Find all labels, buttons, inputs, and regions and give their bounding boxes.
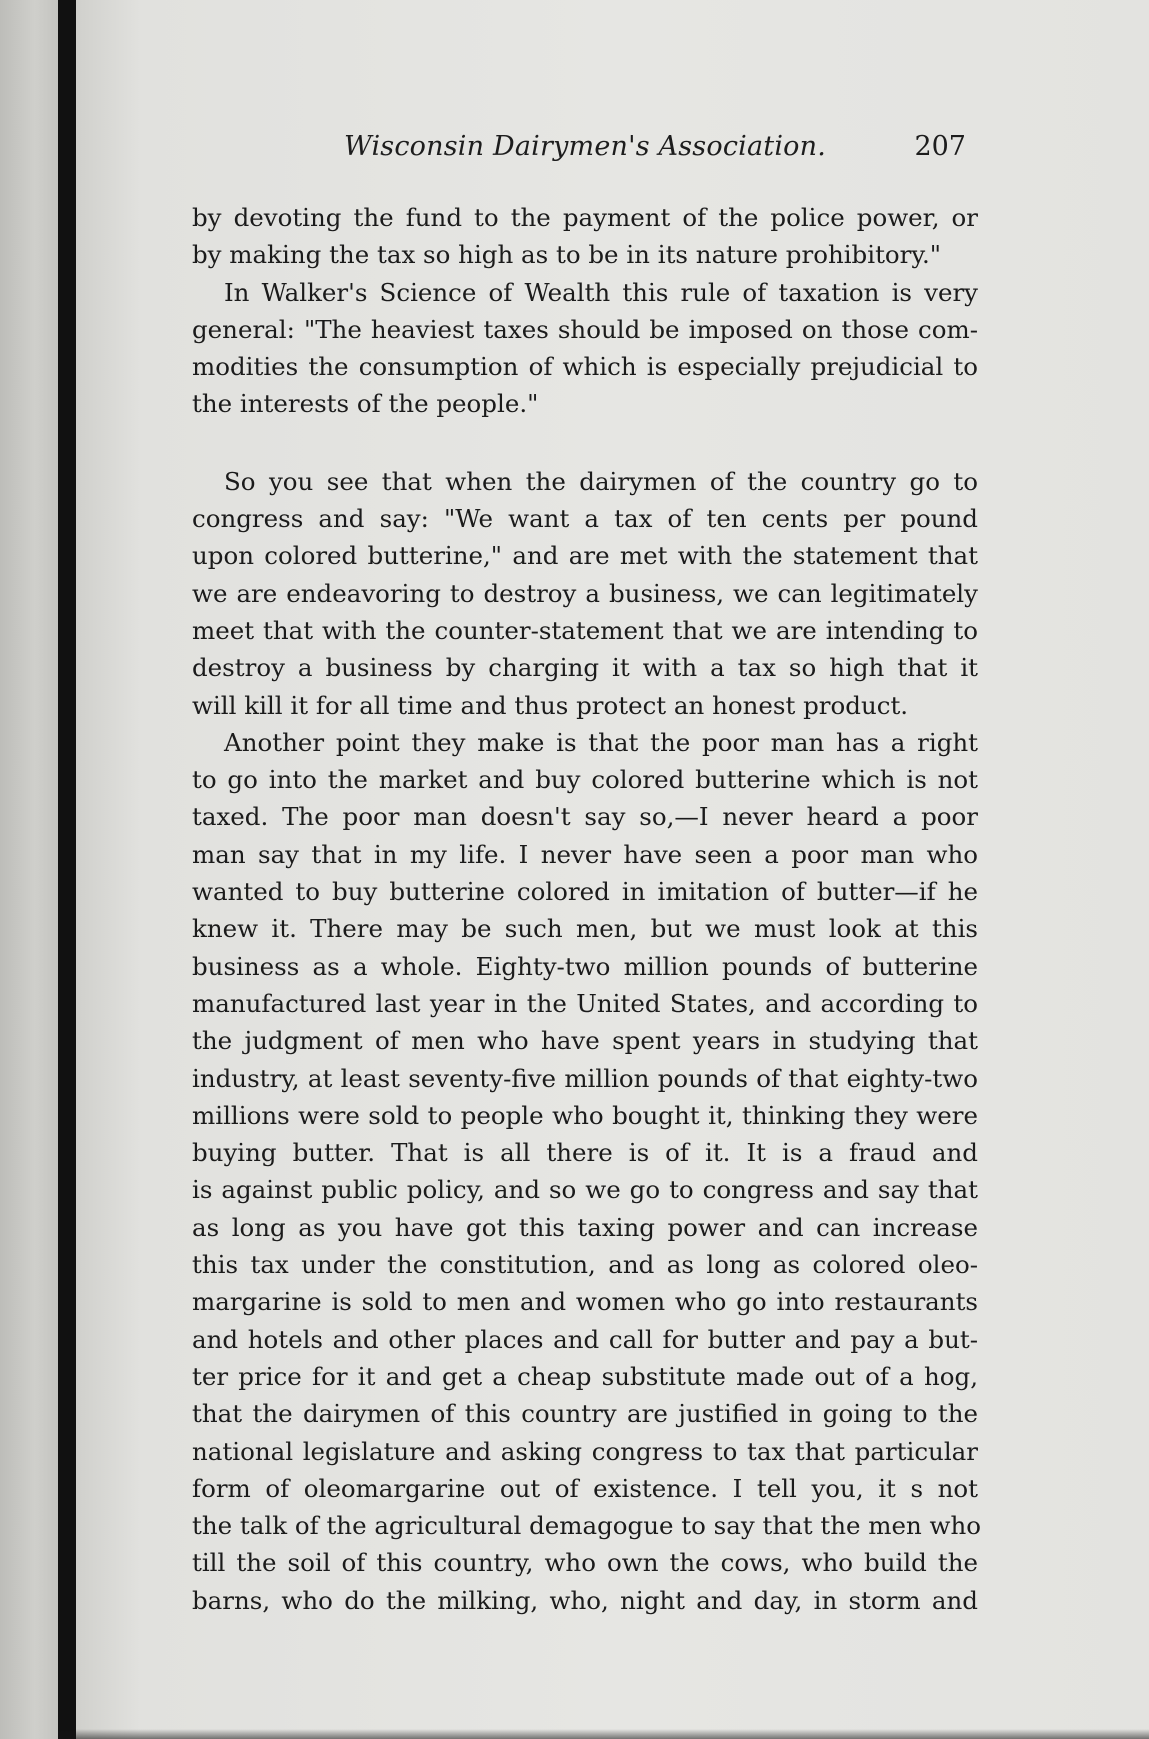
text-line: meet that with the counter-statement that we are intending to [192, 615, 978, 645]
text-line: congress and say: "We want a tax of ten cents per pound [192, 504, 978, 534]
text-line: form of oleomargarine out of existence. I tell you, it s not [192, 1473, 978, 1503]
text-line: and hotels and other places and call for butter and pay a but- [192, 1324, 978, 1354]
body-text [192, 199, 982, 1619]
text-line: taxed. The poor man doesn't say so,—I never heard a poor [192, 802, 978, 832]
book-binding-shadow [58, 0, 76, 1739]
text-line: destroy a business by charging it with a tax so high that it [192, 653, 978, 683]
text-line: manufactured last year in the United States, and according to [192, 988, 978, 1018]
text-line: is against public policy, and so we go to congress and say that [192, 1175, 978, 1205]
paragraph-gap [192, 423, 978, 463]
text-line: business as a whole. Eighty-two million pounds of butterine [192, 951, 978, 981]
text-line: buying butter. That is all there is of it. It is a fraud and [192, 1138, 978, 1168]
text-line: the talk of the agricultural demagogue to say that the men who [192, 1511, 982, 1541]
text-line: wanted to buy butterine colored in imitation of butter—if he [192, 877, 978, 907]
text-line: millions were sold to people who bought it, thinking they were [192, 1100, 978, 1130]
text-line: till the soil of this country, who own the cows, who build the [192, 1548, 978, 1578]
page-bottom-shadow [58, 1729, 1149, 1739]
text-line: will kill it for all time and thus protect an honest product. [192, 690, 909, 720]
text-line: margarine is sold to men and women who go into restaurants [192, 1287, 978, 1317]
paragraph [192, 724, 982, 1619]
text-line: man say that in my life. I never have seen a poor man who [192, 839, 978, 869]
text-line: modities the consumption of which is especially prejudicial to [192, 352, 978, 382]
text-line: national legislature and asking congress to tax that particular [192, 1436, 978, 1466]
page-left-edge [0, 0, 58, 1739]
text-line: by making the tax so high as to be in its nature prohibitory." [192, 240, 942, 270]
text-line: industry, at least seventy-five million pounds of that eighty-two [192, 1063, 978, 1093]
text-line: the judgment of men who have spent years in studying that [192, 1026, 978, 1056]
text-line: the interests of the people." [192, 389, 539, 419]
running-head: Wisconsin Dairymen's Association. [343, 131, 826, 162]
text-line: this tax under the constitution, and as long as colored oleo- [192, 1250, 978, 1280]
text-line: general: "The heaviest taxes should be imposed on those com- [192, 314, 978, 344]
text-line: by devoting the fund to the payment of the police power, or [192, 203, 978, 232]
text-line: In Walker's Science of Wealth this rule of taxation is very [224, 277, 978, 307]
text-line: barns, who do the milking, who, night and day, in storm and [192, 1585, 978, 1615]
text-line: ter price for it and get a cheap substitute made out of a hog, [192, 1361, 978, 1391]
page-number: 207 [914, 131, 966, 162]
text-line: we are endeavoring to destroy a business, we can legitimately [192, 578, 978, 608]
page-header [190, 131, 980, 171]
text-line: to go into the market and buy colored butterine which is not [192, 765, 978, 795]
text-line: knew it. There may be such men, but we must look at this [192, 914, 978, 944]
text-line: So you see that when the dairymen of the country go to [224, 466, 978, 496]
paragraph [192, 199, 978, 274]
paragraph [192, 274, 978, 423]
text-line: as long as you have got this taxing power and can increase [192, 1212, 978, 1242]
text-line: Another point they make is that the poor man has a right [224, 727, 978, 757]
text-line: that the dairymen of this country are justified in going to the [192, 1399, 978, 1429]
paragraph [192, 463, 978, 724]
text-line: upon colored butterine," and are met with the statement that [192, 541, 978, 571]
